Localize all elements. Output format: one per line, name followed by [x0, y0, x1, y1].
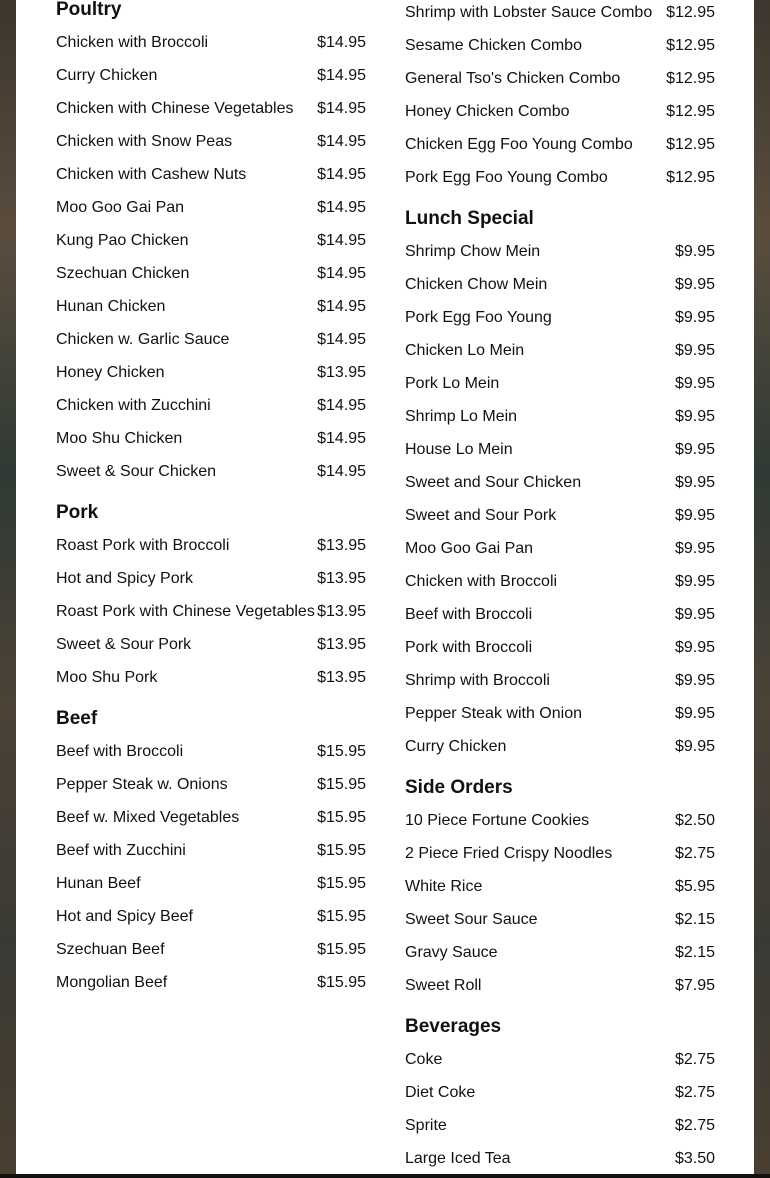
menu-item-price: $15.95: [317, 940, 366, 958]
menu-item-price: $9.95: [674, 671, 715, 689]
menu-item: [405, 62, 715, 95]
menu-section-pork: [56, 496, 366, 694]
menu-item-name: Chicken Chow Mein: [405, 275, 548, 293]
menu-item-name: Sweet Sour Sauce: [405, 910, 538, 928]
menu-item: [56, 356, 366, 389]
menu-item: [56, 933, 366, 966]
menu-item-name: Szechuan Chicken: [56, 264, 190, 282]
menu-item-name: General Tso's Chicken Combo: [405, 69, 621, 87]
menu-item: [405, 29, 715, 62]
menu-item-name: Mongolian Beef: [56, 973, 168, 991]
menu-item-name: Chicken with Chinese Vegetables: [56, 99, 294, 117]
menu-item-name: Pork Lo Mein: [405, 374, 500, 392]
section-title: Poultry: [56, 0, 122, 20]
menu-item-name: Chicken with Cashew Nuts: [56, 165, 247, 183]
menu-item: [405, 0, 715, 29]
menu-item: [405, 1076, 715, 1109]
menu-item-price: $9.95: [674, 341, 715, 359]
menu-item-name: Large Iced Tea: [405, 1149, 511, 1167]
menu-item-price: $14.95: [317, 264, 366, 282]
menu-section-poultry: [56, 0, 366, 488]
menu-section-beef: [56, 702, 366, 999]
menu-item-price: $14.95: [317, 330, 366, 348]
menu-column-right: [405, 0, 715, 1175]
menu-item: [405, 301, 715, 334]
menu-item: [56, 224, 366, 257]
section-title: Lunch Special: [405, 208, 534, 229]
menu-item-price: $9.95: [674, 308, 715, 326]
menu-item-name: 2 Piece Fried Crispy Noodles: [405, 844, 613, 862]
menu-item: [56, 389, 366, 422]
menu-item: [405, 367, 715, 400]
menu-item-price: $15.95: [317, 841, 366, 859]
menu-item-price: $9.95: [674, 506, 715, 524]
menu-item-price: $3.50: [674, 1149, 715, 1167]
menu-item-name: Sweet & Sour Pork: [56, 635, 192, 653]
menu-item-name: 10 Piece Fortune Cookies: [405, 811, 590, 829]
background-left-edge: [0, 0, 16, 1178]
menu-item-price: $9.95: [674, 473, 715, 491]
menu-item-name: Hunan Chicken: [56, 297, 166, 315]
menu-item-price: $12.95: [666, 102, 715, 120]
menu-item: [56, 735, 366, 768]
menu-item-price: $12.95: [666, 135, 715, 153]
menu-item-name: Hunan Beef: [56, 874, 141, 892]
menu-item-name: Chicken Egg Foo Young Combo: [405, 135, 633, 153]
menu-item: [405, 1109, 715, 1142]
menu-item-price: $13.95: [317, 635, 366, 653]
menu-item-name: Pepper Steak with Onion: [405, 704, 582, 722]
menu-item-name: Kung Pao Chicken: [56, 231, 189, 249]
menu-item-price: $14.95: [317, 429, 366, 447]
menu-item: [405, 268, 715, 301]
menu-item: [56, 323, 366, 356]
menu-item: [405, 804, 715, 837]
menu-item: [56, 59, 366, 92]
menu-item-name: Curry Chicken: [56, 66, 158, 84]
menu-item-price: $9.95: [674, 407, 715, 425]
menu-item-price: $2.75: [674, 1050, 715, 1068]
menu-item-price: $9.95: [674, 275, 715, 293]
menu-item-price: $12.95: [666, 69, 715, 87]
menu-section-lunch-special: [405, 202, 715, 763]
menu-item-price: $12.95: [666, 36, 715, 54]
bottom-edge-bar: [0, 1174, 770, 1178]
menu-item-name: Sweet and Sour Pork: [405, 506, 557, 524]
menu-item-name: Chicken with Broccoli: [56, 33, 209, 51]
menu-item-name: Chicken w. Garlic Sauce: [56, 330, 230, 348]
menu-section-side-orders: [405, 771, 715, 1002]
menu-item-name: Sweet Roll: [405, 976, 482, 994]
menu-item: [405, 936, 715, 969]
menu-item: [405, 870, 715, 903]
menu-item-price: $2.50: [674, 811, 715, 829]
menu-item: [405, 235, 715, 268]
menu-item-price: $9.95: [674, 704, 715, 722]
menu-item-name: Beef with Broccoli: [56, 742, 184, 760]
menu-item-name: Chicken Lo Mein: [405, 341, 525, 359]
menu-item: [56, 628, 366, 661]
menu-item-price: $14.95: [317, 33, 366, 51]
menu-item: [405, 565, 715, 598]
menu-item-name: Chicken with Snow Peas: [56, 132, 233, 150]
menu-item: [56, 834, 366, 867]
menu-item-price: $14.95: [317, 132, 366, 150]
menu-item-name: Sesame Chicken Combo: [405, 36, 582, 54]
menu-item-name: Sweet & Sour Chicken: [56, 462, 217, 480]
menu-item: [56, 867, 366, 900]
menu-item: [56, 158, 366, 191]
menu-item-name: Beef with Broccoli: [405, 605, 533, 623]
menu-item-name: Shrimp with Lobster Sauce Combo: [405, 3, 653, 21]
menu-item-name: Moo Goo Gai Pan: [405, 539, 534, 557]
menu-item-name: Honey Chicken: [56, 363, 165, 381]
menu-item: [56, 661, 366, 694]
menu-item-price: $2.15: [674, 910, 715, 928]
menu-item-name: Sprite: [405, 1116, 447, 1134]
menu-item-price: $14.95: [317, 462, 366, 480]
menu-item-price: $9.95: [674, 539, 715, 557]
section-title: Beverages: [405, 1016, 502, 1037]
menu-item: [405, 730, 715, 763]
menu-item-name: Sweet and Sour Chicken: [405, 473, 582, 491]
menu-item-price: $9.95: [674, 242, 715, 260]
menu-item-price: $15.95: [317, 874, 366, 892]
menu-item: [405, 697, 715, 730]
menu-item: [405, 400, 715, 433]
menu-item-price: $9.95: [674, 638, 715, 656]
menu-item-price: $9.95: [674, 572, 715, 590]
menu-item: [405, 598, 715, 631]
menu-item: [405, 466, 715, 499]
menu-item-price: $12.95: [666, 3, 715, 21]
menu-item-name: Szechuan Beef: [56, 940, 165, 958]
menu-item-name: Beef with Zucchini: [56, 841, 186, 859]
menu-item-price: $13.95: [317, 668, 366, 686]
menu-item-price: $2.15: [674, 943, 715, 961]
menu-item-price: $13.95: [317, 363, 366, 381]
menu-item-price: $14.95: [317, 165, 366, 183]
menu-item: [56, 455, 366, 488]
menu-item-price: $13.95: [317, 536, 366, 554]
menu-item-price: $2.75: [674, 1083, 715, 1101]
menu-item: [405, 128, 715, 161]
menu-item-name: Roast Pork with Broccoli: [56, 536, 230, 554]
menu-item-price: $14.95: [317, 297, 366, 315]
menu-item-price: $9.95: [674, 605, 715, 623]
menu-item-name: Shrimp Lo Mein: [405, 407, 518, 425]
menu-section: [405, 0, 715, 194]
menu-item-price: $9.95: [674, 374, 715, 392]
menu-item: [56, 900, 366, 933]
menu-item-price: $12.95: [666, 168, 715, 186]
menu-item: [405, 499, 715, 532]
menu-section-beverages: [405, 1010, 715, 1175]
menu-item: [405, 631, 715, 664]
menu-item-name: Gravy Sauce: [405, 943, 498, 961]
background-right-edge: [754, 0, 770, 1178]
menu-item-price: $15.95: [317, 742, 366, 760]
menu-page: [16, 0, 754, 1178]
menu-item-price: $14.95: [317, 66, 366, 84]
menu-item-price: $14.95: [317, 396, 366, 414]
menu-item: [405, 903, 715, 936]
menu-item-name: Hot and Spicy Pork: [56, 569, 193, 587]
menu-item-name: Roast Pork with Chinese Vegetables: [56, 602, 315, 620]
menu-item: [405, 837, 715, 870]
menu-item: [56, 125, 366, 158]
menu-item-price: $13.95: [317, 569, 366, 587]
menu-item-name: Diet Coke: [405, 1083, 476, 1101]
menu-item: [405, 1043, 715, 1076]
menu-item-price: $15.95: [317, 808, 366, 826]
menu-item-price: $14.95: [317, 198, 366, 216]
menu-item-name: Shrimp Chow Mein: [405, 242, 541, 260]
menu-item: [56, 422, 366, 455]
menu-item-name: Coke: [405, 1050, 443, 1068]
menu-item: [56, 768, 366, 801]
menu-item-name: Hot and Spicy Beef: [56, 907, 193, 925]
menu-item: [56, 801, 366, 834]
section-title: Pork: [56, 502, 99, 523]
menu-item-price: $15.95: [317, 775, 366, 793]
menu-item-name: House Lo Mein: [405, 440, 513, 458]
menu-item: [405, 664, 715, 697]
menu-item: [56, 290, 366, 323]
menu-item-price: $14.95: [317, 231, 366, 249]
menu-item: [405, 95, 715, 128]
menu-item: [56, 562, 366, 595]
menu-item-price: $9.95: [674, 737, 715, 755]
menu-item: [56, 529, 366, 562]
menu-item-name: White Rice: [405, 877, 483, 895]
menu-item: [405, 532, 715, 565]
section-title: Beef: [56, 708, 98, 729]
menu-item: [405, 433, 715, 466]
menu-item: [56, 191, 366, 224]
menu-item-name: Beef w. Mixed Vegetables: [56, 808, 240, 826]
menu-item-name: Pork with Broccoli: [405, 638, 533, 656]
menu-item-name: Moo Shu Chicken: [56, 429, 183, 447]
menu-item: [405, 969, 715, 1002]
menu-item-name: Shrimp with Broccoli: [405, 671, 550, 689]
menu-item-name: Chicken with Zucchini: [56, 396, 211, 414]
menu-item: [56, 257, 366, 290]
menu-item-name: Honey Chicken Combo: [405, 102, 570, 120]
menu-item-price: $15.95: [317, 973, 366, 991]
menu-item-price: $9.95: [674, 440, 715, 458]
menu-column-left: [56, 0, 366, 999]
menu-item-price: $15.95: [317, 907, 366, 925]
menu-item: [56, 92, 366, 125]
menu-item-name: Moo Goo Gai Pan: [56, 198, 185, 216]
menu-item-name: Chicken with Broccoli: [405, 572, 558, 590]
menu-item-price: $5.95: [674, 877, 715, 895]
menu-item: [405, 1142, 715, 1175]
menu-item-price: $13.95: [317, 602, 366, 620]
menu-item: [56, 595, 366, 628]
menu-item: [405, 334, 715, 367]
menu-item: [405, 161, 715, 194]
menu-item-name: Pork Egg Foo Young Combo: [405, 168, 608, 186]
menu-item-price: $2.75: [674, 1116, 715, 1134]
section-title: Side Orders: [405, 777, 513, 798]
menu-item-name: Pepper Steak w. Onions: [56, 775, 228, 793]
menu-item-name: Pork Egg Foo Young: [405, 308, 552, 326]
menu-item-price: $2.75: [674, 844, 715, 862]
menu-item: [56, 966, 366, 999]
menu-item-price: $7.95: [674, 976, 715, 994]
menu-item-name: Moo Shu Pork: [56, 668, 158, 686]
menu-item-name: Curry Chicken: [405, 737, 507, 755]
menu-item-price: $14.95: [317, 99, 366, 117]
menu-item: [56, 26, 366, 59]
